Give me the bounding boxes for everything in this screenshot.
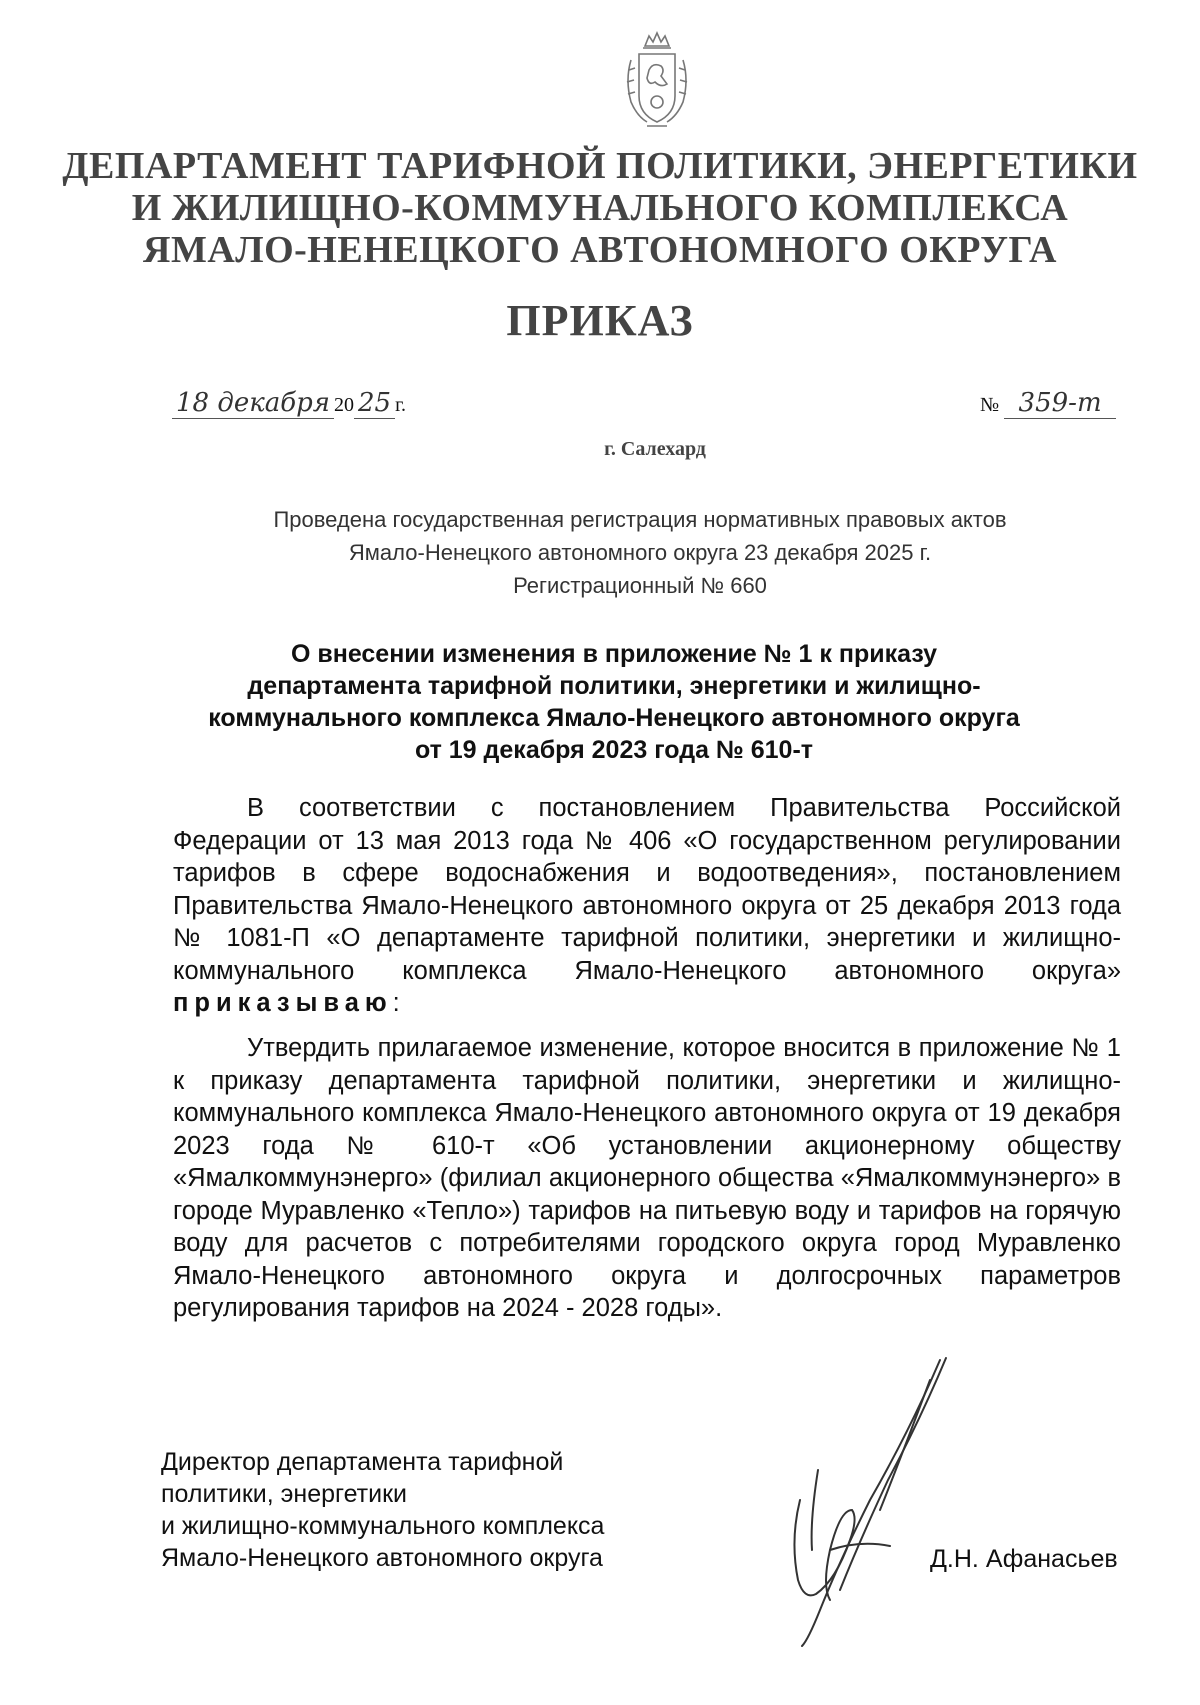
signer-name: Д.Н. Афанасьев bbox=[930, 1545, 1118, 1573]
preamble-text: В соответствии с постановлением Правительства Российской Федерации от 13 мая 2013 года № 406 «О государственном регулировании тарифов в сфере водоснабжения и водоотведения», постановлением Правительства Ямало-Ненецкого автономного округа от 25 декабря 2013 года № 1081-П «О департаменте тарифной политики, энергетики и жилищно-коммунального комплекса Ямало-Ненецкого автономного округа» bbox=[173, 794, 1121, 985]
department-name-line-1: ДЕПАРТАМЕНТ ТАРИФНОЙ ПОЛИТИКИ, ЭНЕРГЕТИКИ bbox=[62, 145, 1138, 187]
number-value: 359-т bbox=[1004, 388, 1116, 419]
position-line-1: Директор департамента тарифной bbox=[161, 1448, 564, 1476]
signature-icon bbox=[760, 1350, 990, 1650]
resolution-paragraph bbox=[173, 1032, 1121, 1325]
date-year-prefix: 20 bbox=[333, 394, 354, 416]
document-type-title: ПРИКАЗ bbox=[506, 296, 694, 345]
preamble-end: : bbox=[392, 989, 400, 1017]
order-verb: приказываю bbox=[173, 989, 393, 1017]
coat-of-arms-icon bbox=[617, 30, 697, 135]
department-name-line-2: И ЖИЛИЩНО-КОММУНАЛЬНОГО КОМПЛЕКСА bbox=[131, 187, 1069, 229]
number-label: № bbox=[980, 394, 1000, 416]
order-heading-line-2: департамента тарифной политики, энергетики и жилищно- bbox=[247, 672, 981, 700]
position-line-3: и жилищно-коммунального комплекса bbox=[161, 1512, 605, 1540]
position-line-4: Ямало-Ненецкого автономного округа bbox=[161, 1544, 603, 1572]
order-heading-line-3: коммунального комплекса Ямало-Ненецкого автономного округа bbox=[208, 704, 1020, 732]
date-year-unit: г. bbox=[395, 394, 407, 416]
order-heading-line-4: от 19 декабря 2023 года № 610-т bbox=[414, 736, 814, 764]
position-line-2: политики, энергетики bbox=[161, 1480, 407, 1508]
director-position bbox=[161, 1446, 604, 1574]
order-heading-line-1: О внесении изменения в приложение № 1 к приказу bbox=[290, 640, 938, 668]
city-label: г. Салехард bbox=[604, 438, 706, 460]
date-day-month: 18 декабря bbox=[172, 388, 334, 419]
date-year-suffix: 25 bbox=[354, 388, 395, 419]
registration-line-2: Ямало-Ненецкого автономного округа 23 декабря 2025 г. bbox=[348, 540, 932, 565]
preamble-paragraph bbox=[173, 792, 1121, 1020]
resolution-text: Утвердить прилагаемое изменение, которое вносится в приложение № 1 к приказу департамента тарифной политики, энергетики и жилищно-коммунального комплекса Ямало-Ненецкого автономного округа от 19 декабря 2023 года № 610-т «Об установлении акционерному обществу «Ямалкоммунэнерго» (филиал акционерного общества «Ямалкоммунэнерго» в городе Муравленко «Тепло») тарифов на питьевую воду и тарифов на горячую воду для расчетов с потребителями городского округа город Муравленко Ямало-Ненецкого автономного округа и долгосрочных параметров регулирования тарифов на 2024 - 2028 годы». bbox=[173, 1034, 1121, 1322]
department-name-line-3: ЯМАЛО-НЕНЕЦКОГО АВТОНОМНОГО ОКРУГА bbox=[143, 229, 1057, 271]
order-number bbox=[980, 388, 1116, 419]
order-date bbox=[172, 388, 406, 418]
registration-line-3: Регистрационный № 660 bbox=[513, 573, 767, 598]
registration-line-1: Проведена государственная регистрация нормативных правовых актов bbox=[273, 507, 1007, 532]
